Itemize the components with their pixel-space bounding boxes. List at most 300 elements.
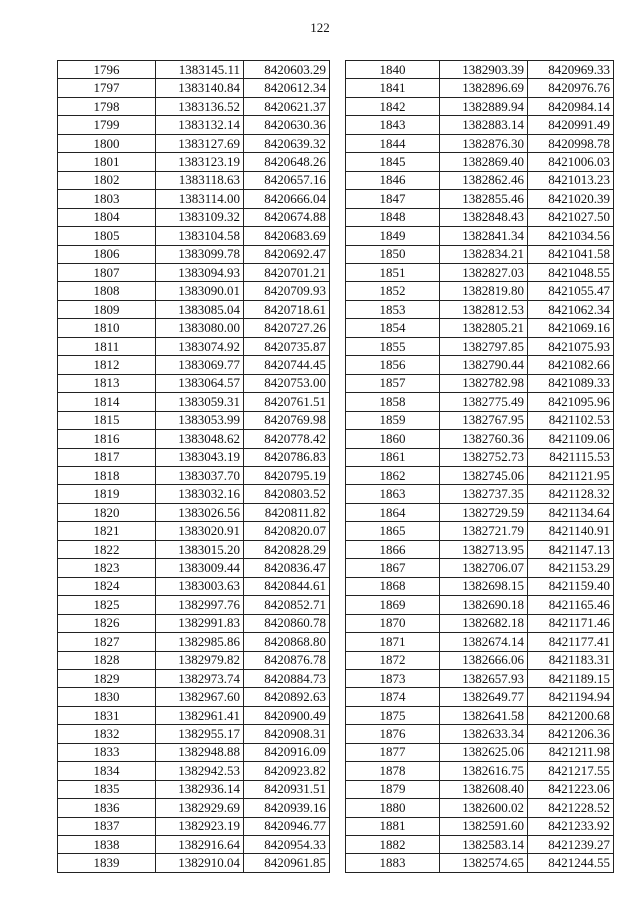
table-row [346, 577, 614, 595]
x-coordinate-cell: 1382729.59 [440, 503, 528, 521]
point-number-cell: 1821 [58, 522, 156, 540]
table-row [346, 393, 614, 411]
y-coordinate-cell: 8421183.31 [528, 651, 614, 669]
y-coordinate-cell: 8420666.04 [244, 190, 330, 208]
point-number-cell: 1866 [346, 540, 440, 558]
table-row [58, 430, 330, 448]
x-coordinate-cell: 1382633.34 [440, 725, 528, 743]
table-row [58, 134, 330, 152]
y-coordinate-cell: 8421109.06 [528, 430, 614, 448]
y-coordinate-cell: 8420701.21 [244, 263, 330, 281]
y-coordinate-cell: 8420811.82 [244, 503, 330, 521]
y-coordinate-cell: 8421055.47 [528, 282, 614, 300]
point-number-cell: 1831 [58, 706, 156, 724]
point-number-cell: 1796 [58, 61, 156, 79]
point-number-cell: 1804 [58, 208, 156, 226]
x-coordinate-cell: 1382625.06 [440, 743, 528, 761]
table-row [58, 669, 330, 687]
table-row [346, 540, 614, 558]
point-number-cell: 1828 [58, 651, 156, 669]
x-coordinate-cell: 1382967.60 [156, 688, 244, 706]
y-coordinate-cell: 8420860.78 [244, 614, 330, 632]
table-row [346, 651, 614, 669]
point-number-cell: 1822 [58, 540, 156, 558]
point-number-cell: 1844 [346, 134, 440, 152]
point-number-cell: 1839 [58, 854, 156, 872]
table-row [346, 300, 614, 318]
table-row [58, 854, 330, 872]
point-number-cell: 1872 [346, 651, 440, 669]
table-row [346, 633, 614, 651]
point-number-cell: 1834 [58, 762, 156, 780]
y-coordinate-cell: 8420674.88 [244, 208, 330, 226]
y-coordinate-cell: 8421115.53 [528, 448, 614, 466]
x-coordinate-cell: 1383037.70 [156, 466, 244, 484]
y-coordinate-cell: 8421244.55 [528, 854, 614, 872]
x-coordinate-cell: 1383109.32 [156, 208, 244, 226]
point-number-cell: 1877 [346, 743, 440, 761]
x-coordinate-cell: 1382883.14 [440, 116, 528, 134]
x-coordinate-cell: 1382848.43 [440, 208, 528, 226]
table-row [58, 706, 330, 724]
table-row [346, 780, 614, 798]
table-row [346, 503, 614, 521]
point-number-cell: 1867 [346, 559, 440, 577]
table-row [58, 337, 330, 355]
y-coordinate-cell: 8421177.41 [528, 633, 614, 651]
point-number-cell: 1845 [346, 153, 440, 171]
table-row [58, 688, 330, 706]
x-coordinate-cell: 1382948.88 [156, 743, 244, 761]
table-row [346, 263, 614, 281]
point-number-cell: 1874 [346, 688, 440, 706]
table-row [58, 61, 330, 79]
x-coordinate-cell: 1383020.91 [156, 522, 244, 540]
y-coordinate-cell: 8421140.91 [528, 522, 614, 540]
y-coordinate-cell: 8421159.40 [528, 577, 614, 595]
x-coordinate-cell: 1383026.56 [156, 503, 244, 521]
y-coordinate-cell: 8420735.87 [244, 337, 330, 355]
point-number-cell: 1859 [346, 411, 440, 429]
y-coordinate-cell: 8421194.94 [528, 688, 614, 706]
x-coordinate-cell: 1383053.99 [156, 411, 244, 429]
point-number-cell: 1841 [346, 79, 440, 97]
point-number-cell: 1830 [58, 688, 156, 706]
y-coordinate-cell: 8420923.82 [244, 762, 330, 780]
y-coordinate-cell: 8420692.47 [244, 245, 330, 263]
y-coordinate-cell: 8420820.07 [244, 522, 330, 540]
y-coordinate-cell: 8420803.52 [244, 485, 330, 503]
x-coordinate-cell: 1383094.93 [156, 263, 244, 281]
point-number-cell: 1856 [346, 356, 440, 374]
table-row [58, 208, 330, 226]
table-row [346, 485, 614, 503]
x-coordinate-cell: 1382790.44 [440, 356, 528, 374]
table-row [58, 596, 330, 614]
x-coordinate-cell: 1382834.21 [440, 245, 528, 263]
y-coordinate-cell: 8420639.32 [244, 134, 330, 152]
x-coordinate-cell: 1382942.53 [156, 762, 244, 780]
x-coordinate-cell: 1382657.93 [440, 669, 528, 687]
y-coordinate-cell: 8420998.78 [528, 134, 614, 152]
table-row [346, 836, 614, 854]
table-row [58, 503, 330, 521]
y-coordinate-cell: 8420836.47 [244, 559, 330, 577]
x-coordinate-cell: 1382690.18 [440, 596, 528, 614]
point-number-cell: 1807 [58, 263, 156, 281]
point-number-cell: 1802 [58, 171, 156, 189]
table-row [58, 577, 330, 595]
y-coordinate-cell: 8421082.66 [528, 356, 614, 374]
y-coordinate-cell: 8420753.00 [244, 374, 330, 392]
y-coordinate-cell: 8420976.76 [528, 79, 614, 97]
x-coordinate-cell: 1383032.16 [156, 485, 244, 503]
y-coordinate-cell: 8421062.34 [528, 300, 614, 318]
y-coordinate-cell: 8421189.15 [528, 669, 614, 687]
table-row [58, 522, 330, 540]
x-coordinate-cell: 1382991.83 [156, 614, 244, 632]
point-number-cell: 1806 [58, 245, 156, 263]
table-row [346, 171, 614, 189]
point-number-cell: 1843 [346, 116, 440, 134]
point-number-cell: 1871 [346, 633, 440, 651]
y-coordinate-cell: 8420868.80 [244, 633, 330, 651]
table-row [58, 799, 330, 817]
x-coordinate-cell: 1382721.79 [440, 522, 528, 540]
table-row [346, 430, 614, 448]
point-number-cell: 1853 [346, 300, 440, 318]
point-number-cell: 1819 [58, 485, 156, 503]
y-coordinate-cell: 8420778.42 [244, 430, 330, 448]
y-coordinate-cell: 8421041.58 [528, 245, 614, 263]
y-coordinate-cell: 8420709.93 [244, 282, 330, 300]
y-coordinate-cell: 8421200.68 [528, 706, 614, 724]
point-number-cell: 1803 [58, 190, 156, 208]
y-coordinate-cell: 8421153.29 [528, 559, 614, 577]
x-coordinate-cell: 1382827.03 [440, 263, 528, 281]
y-coordinate-cell: 8421128.32 [528, 485, 614, 503]
y-coordinate-cell: 8420648.26 [244, 153, 330, 171]
x-coordinate-cell: 1382674.14 [440, 633, 528, 651]
x-coordinate-cell: 1382819.80 [440, 282, 528, 300]
y-coordinate-cell: 8420892.63 [244, 688, 330, 706]
point-number-cell: 1862 [346, 466, 440, 484]
point-number-cell: 1865 [346, 522, 440, 540]
table-row [346, 559, 614, 577]
point-number-cell: 1809 [58, 300, 156, 318]
table-row [58, 725, 330, 743]
y-coordinate-cell: 8420961.85 [244, 854, 330, 872]
y-coordinate-cell: 8421095.96 [528, 393, 614, 411]
x-coordinate-cell: 1382929.69 [156, 799, 244, 817]
point-number-cell: 1797 [58, 79, 156, 97]
x-coordinate-cell: 1382706.07 [440, 559, 528, 577]
x-coordinate-cell: 1382855.46 [440, 190, 528, 208]
point-number-cell: 1868 [346, 577, 440, 595]
y-coordinate-cell: 8421006.03 [528, 153, 614, 171]
y-coordinate-cell: 8420884.73 [244, 669, 330, 687]
table-row [346, 79, 614, 97]
x-coordinate-cell: 1383043.19 [156, 448, 244, 466]
y-coordinate-cell: 8421075.93 [528, 337, 614, 355]
y-coordinate-cell: 8421020.39 [528, 190, 614, 208]
table-row [346, 61, 614, 79]
point-number-cell: 1882 [346, 836, 440, 854]
point-number-cell: 1875 [346, 706, 440, 724]
point-number-cell: 1815 [58, 411, 156, 429]
x-coordinate-cell: 1382775.49 [440, 393, 528, 411]
x-coordinate-cell: 1383118.63 [156, 171, 244, 189]
point-number-cell: 1848 [346, 208, 440, 226]
point-number-cell: 1835 [58, 780, 156, 798]
point-number-cell: 1858 [346, 393, 440, 411]
x-coordinate-cell: 1383009.44 [156, 559, 244, 577]
x-coordinate-cell: 1383136.52 [156, 97, 244, 115]
y-coordinate-cell: 8421165.46 [528, 596, 614, 614]
point-number-cell: 1838 [58, 836, 156, 854]
point-number-cell: 1799 [58, 116, 156, 134]
table-row [346, 337, 614, 355]
x-coordinate-cell: 1382979.82 [156, 651, 244, 669]
table-row [58, 97, 330, 115]
x-coordinate-cell: 1382745.06 [440, 466, 528, 484]
point-number-cell: 1818 [58, 466, 156, 484]
y-coordinate-cell: 8420908.31 [244, 725, 330, 743]
point-number-cell: 1812 [58, 356, 156, 374]
y-coordinate-cell: 8421171.46 [528, 614, 614, 632]
point-number-cell: 1817 [58, 448, 156, 466]
table-row [58, 356, 330, 374]
table-row [58, 836, 330, 854]
table-row [58, 319, 330, 337]
x-coordinate-cell: 1382903.39 [440, 61, 528, 79]
point-number-cell: 1840 [346, 61, 440, 79]
x-coordinate-cell: 1383099.78 [156, 245, 244, 263]
point-number-cell: 1829 [58, 669, 156, 687]
x-coordinate-cell: 1383145.11 [156, 61, 244, 79]
x-coordinate-cell: 1382608.40 [440, 780, 528, 798]
table-row [58, 614, 330, 632]
point-number-cell: 1813 [58, 374, 156, 392]
table-row [58, 374, 330, 392]
point-number-cell: 1851 [346, 263, 440, 281]
table-row [346, 356, 614, 374]
point-number-cell: 1863 [346, 485, 440, 503]
x-coordinate-cell: 1382916.64 [156, 836, 244, 854]
point-number-cell: 1814 [58, 393, 156, 411]
y-coordinate-cell: 8421228.52 [528, 799, 614, 817]
point-number-cell: 1878 [346, 762, 440, 780]
point-number-cell: 1850 [346, 245, 440, 263]
point-number-cell: 1849 [346, 227, 440, 245]
table-row [346, 208, 614, 226]
y-coordinate-cell: 8421048.55 [528, 263, 614, 281]
table-row [346, 706, 614, 724]
table-row [58, 116, 330, 134]
y-coordinate-cell: 8421121.95 [528, 466, 614, 484]
point-number-cell: 1883 [346, 854, 440, 872]
x-coordinate-cell: 1382910.04 [156, 854, 244, 872]
y-coordinate-cell: 8420969.33 [528, 61, 614, 79]
y-coordinate-cell: 8420657.16 [244, 171, 330, 189]
x-coordinate-cell: 1382737.35 [440, 485, 528, 503]
x-coordinate-cell: 1382797.85 [440, 337, 528, 355]
x-coordinate-cell: 1382862.46 [440, 171, 528, 189]
table-row [346, 466, 614, 484]
point-number-cell: 1825 [58, 596, 156, 614]
point-number-cell: 1876 [346, 725, 440, 743]
x-coordinate-cell: 1382812.53 [440, 300, 528, 318]
point-number-cell: 1826 [58, 614, 156, 632]
y-coordinate-cell: 8420786.83 [244, 448, 330, 466]
x-coordinate-cell: 1382713.95 [440, 540, 528, 558]
y-coordinate-cell: 8420761.51 [244, 393, 330, 411]
y-coordinate-cell: 8421069.16 [528, 319, 614, 337]
table-row [58, 245, 330, 263]
point-number-cell: 1864 [346, 503, 440, 521]
y-coordinate-cell: 8420946.77 [244, 817, 330, 835]
point-number-cell: 1842 [346, 97, 440, 115]
y-coordinate-cell: 8420900.49 [244, 706, 330, 724]
x-coordinate-cell: 1382961.41 [156, 706, 244, 724]
table-row [346, 374, 614, 392]
point-number-cell: 1857 [346, 374, 440, 392]
point-number-cell: 1854 [346, 319, 440, 337]
y-coordinate-cell: 8420612.34 [244, 79, 330, 97]
point-number-cell: 1881 [346, 817, 440, 835]
y-coordinate-cell: 8420931.51 [244, 780, 330, 798]
table-row [58, 817, 330, 835]
table-row [346, 448, 614, 466]
point-number-cell: 1810 [58, 319, 156, 337]
y-coordinate-cell: 8421239.27 [528, 836, 614, 854]
x-coordinate-cell: 1383085.04 [156, 300, 244, 318]
x-coordinate-cell: 1382955.17 [156, 725, 244, 743]
table-row [346, 227, 614, 245]
table-row [58, 780, 330, 798]
x-coordinate-cell: 1383114.00 [156, 190, 244, 208]
x-coordinate-cell: 1383132.14 [156, 116, 244, 134]
point-number-cell: 1805 [58, 227, 156, 245]
table-row [346, 522, 614, 540]
table-row [346, 282, 614, 300]
x-coordinate-cell: 1383104.58 [156, 227, 244, 245]
x-coordinate-cell: 1382805.21 [440, 319, 528, 337]
table-row [346, 153, 614, 171]
point-number-cell: 1847 [346, 190, 440, 208]
point-number-cell: 1869 [346, 596, 440, 614]
table-row [58, 559, 330, 577]
y-coordinate-cell: 8421223.06 [528, 780, 614, 798]
x-coordinate-cell: 1382760.36 [440, 430, 528, 448]
point-number-cell: 1800 [58, 134, 156, 152]
x-coordinate-cell: 1382782.98 [440, 374, 528, 392]
x-coordinate-cell: 1383123.19 [156, 153, 244, 171]
y-coordinate-cell: 8420769.98 [244, 411, 330, 429]
x-coordinate-cell: 1382616.75 [440, 762, 528, 780]
point-number-cell: 1832 [58, 725, 156, 743]
y-coordinate-cell: 8421027.50 [528, 208, 614, 226]
x-coordinate-cell: 1382936.14 [156, 780, 244, 798]
x-coordinate-cell: 1383003.63 [156, 577, 244, 595]
x-coordinate-cell: 1383069.77 [156, 356, 244, 374]
point-number-cell: 1811 [58, 337, 156, 355]
table-row [346, 743, 614, 761]
point-number-cell: 1837 [58, 817, 156, 835]
x-coordinate-cell: 1382997.76 [156, 596, 244, 614]
point-number-cell: 1870 [346, 614, 440, 632]
y-coordinate-cell: 8421217.55 [528, 762, 614, 780]
table-row [58, 79, 330, 97]
table-row [346, 817, 614, 835]
table-row [346, 762, 614, 780]
table-row [58, 485, 330, 503]
x-coordinate-cell: 1382698.15 [440, 577, 528, 595]
point-number-cell: 1861 [346, 448, 440, 466]
table-row [346, 190, 614, 208]
point-number-cell: 1827 [58, 633, 156, 651]
x-coordinate-cell: 1383080.00 [156, 319, 244, 337]
table-row [346, 799, 614, 817]
x-coordinate-cell: 1383048.62 [156, 430, 244, 448]
x-coordinate-cell: 1382869.40 [440, 153, 528, 171]
y-coordinate-cell: 8421034.56 [528, 227, 614, 245]
x-coordinate-cell: 1382600.02 [440, 799, 528, 817]
x-coordinate-cell: 1382896.69 [440, 79, 528, 97]
table-row [58, 227, 330, 245]
point-number-cell: 1808 [58, 282, 156, 300]
x-coordinate-cell: 1382583.14 [440, 836, 528, 854]
point-number-cell: 1880 [346, 799, 440, 817]
x-coordinate-cell: 1383059.31 [156, 393, 244, 411]
x-coordinate-cell: 1382767.95 [440, 411, 528, 429]
table-row [58, 540, 330, 558]
table-row [58, 263, 330, 281]
y-coordinate-cell: 8420852.71 [244, 596, 330, 614]
point-number-cell: 1833 [58, 743, 156, 761]
point-number-cell: 1855 [346, 337, 440, 355]
table-row [58, 393, 330, 411]
y-coordinate-cell: 8420844.61 [244, 577, 330, 595]
x-coordinate-cell: 1382666.06 [440, 651, 528, 669]
table-row [346, 134, 614, 152]
table-row [346, 245, 614, 263]
table-row [346, 97, 614, 115]
table-row [346, 725, 614, 743]
point-number-cell: 1873 [346, 669, 440, 687]
point-number-cell: 1836 [58, 799, 156, 817]
y-coordinate-cell: 8420744.45 [244, 356, 330, 374]
point-number-cell: 1820 [58, 503, 156, 521]
table-row [58, 411, 330, 429]
coordinates-table-right [345, 60, 614, 873]
x-coordinate-cell: 1382841.34 [440, 227, 528, 245]
x-coordinate-cell: 1382752.73 [440, 448, 528, 466]
y-coordinate-cell: 8421206.36 [528, 725, 614, 743]
point-number-cell: 1879 [346, 780, 440, 798]
table-row [58, 651, 330, 669]
x-coordinate-cell: 1382889.94 [440, 97, 528, 115]
table-row [58, 153, 330, 171]
x-coordinate-cell: 1382641.58 [440, 706, 528, 724]
y-coordinate-cell: 8421089.33 [528, 374, 614, 392]
y-coordinate-cell: 8420828.29 [244, 540, 330, 558]
point-number-cell: 1816 [58, 430, 156, 448]
y-coordinate-cell: 8420795.19 [244, 466, 330, 484]
x-coordinate-cell: 1383140.84 [156, 79, 244, 97]
point-number-cell: 1823 [58, 559, 156, 577]
table-row [58, 633, 330, 651]
